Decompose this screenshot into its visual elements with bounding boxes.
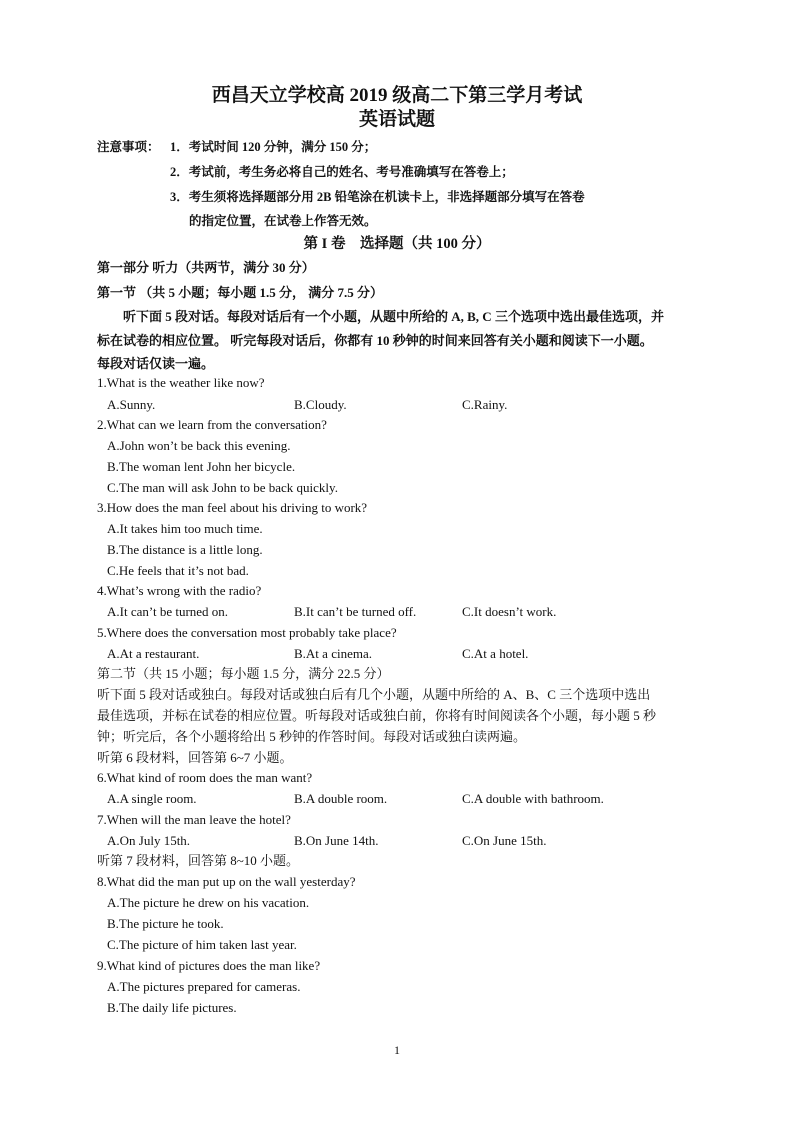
question-stem: 6.What kind of room does the man want? — [97, 770, 313, 785]
option-a: A.It takes him too much time. — [107, 521, 263, 536]
option-b: B.A double room. — [294, 791, 388, 806]
option-c: C.The picture of him taken last year. — [107, 937, 297, 952]
option-b: B.Cloudy. — [294, 397, 347, 412]
note-1: 1．考试时间 120 分钟，满分 150 分； — [170, 140, 377, 154]
option-c: C.On June 15th. — [462, 833, 547, 848]
option-a: A.It can’t be turned on. — [107, 604, 229, 619]
option-b: B.The woman lent John her bicycle. — [107, 459, 296, 474]
option-a: A.John won’t be back this evening. — [107, 438, 291, 453]
sec2-instr-line: 钟；听完后，各个小题将给出 5 秒钟的作答时间。每段对话或独白读两遍。 — [97, 729, 527, 744]
sec2-title: 第二节（共 15 小题；每小题 1.5 分，满分 22.5 分） — [97, 666, 390, 681]
option-b: B.At a cinema. — [294, 646, 372, 661]
option-a: A.The pictures prepared for cameras. — [107, 979, 301, 994]
material-6-heading: 听第 6 段材料，回答第 6~7 小题。 — [97, 750, 293, 765]
notes-label: 注意事项： — [97, 140, 160, 154]
note-3a: 3．考生须将选择题部分用 2B 铅笔涂在机读卡上，非选择题部分填写在答卷 — [170, 190, 585, 204]
sec1-title: 第一节 （共 5 小题；每小题 1.5 分， 满分 7.5 分） — [97, 285, 384, 300]
page-number: 1 — [394, 1043, 400, 1057]
option-c: C.It doesn’t work. — [462, 604, 557, 619]
question-stem: 2.What can we learn from the conversation? — [97, 417, 327, 432]
part1-title: 第一部分 听力（共两节，满分 30 分） — [97, 260, 315, 275]
sec2-instr-line: 最佳选项，并标在试卷的相应位置。听每段对话或独白前，你将有时间阅读各个小题，每小题 5 秒 — [97, 708, 657, 723]
option-a: A.A single room. — [107, 791, 197, 806]
question-stem: 7.When will the man leave the hotel? — [97, 812, 291, 827]
question-stem: 3.How does the man feel about his driving to work? — [97, 500, 368, 515]
option-a: A.The picture he drew on his vacation. — [107, 895, 310, 910]
question-stem: 4.What’s wrong with the radio? — [97, 583, 262, 598]
option-c: C.A double with bathroom. — [462, 791, 604, 806]
material-7-heading: 听第 7 段材料，回答第 8~10 小题。 — [97, 853, 300, 868]
sec1-instr-line: 听下面 5 段对话。每段对话后有一个小题，从题中所给的 A, B, C 三个选项中选出最佳选项，并 — [123, 309, 664, 324]
question-stem: 1.What is the weather like now? — [97, 375, 265, 390]
option-b: B.The daily life pictures. — [107, 1000, 237, 1015]
option-c: C.He feels that it’s not bad. — [107, 563, 249, 578]
sec1-instr-line: 标在试卷的相应位置。 听完每段对话后，你都有 10 秒钟的时间来回答有关小题和阅读下一小题。 — [97, 333, 653, 348]
option-b: B.It can’t be turned off. — [294, 604, 417, 619]
option-a: A.On July 15th. — [107, 833, 191, 848]
option-c: C.At a hotel. — [462, 646, 529, 661]
option-c: C.Rainy. — [462, 397, 508, 412]
option-b: B.The distance is a little long. — [107, 542, 263, 557]
note-3b: 的指定位置，在试卷上作答无效。 — [189, 214, 377, 228]
note-2: 2．考试前，考生务必将自己的姓名、考号准确填写在答卷上； — [170, 165, 514, 179]
option-b: B.The picture he took. — [107, 916, 224, 931]
volume-title: 第 I 卷 选择题（共 100 分） — [303, 236, 491, 252]
exam-title: 西昌天立学校高 2019 级高二下第三学月考试 — [211, 85, 583, 106]
option-b: B.On June 14th. — [294, 833, 379, 848]
exam-subject: 英语试题 — [358, 109, 435, 130]
question-stem: 8.What did the man put up on the wall yesterday? — [97, 874, 356, 889]
sec2-instr-line: 听下面 5 段对话或独白。每段对话或独白后有几个小题，从题中所给的 A、B、C 三个选项中选出 — [97, 687, 651, 702]
option-c: C.The man will ask John to be back quickly. — [107, 480, 338, 495]
option-a: A.At a restaurant. — [107, 646, 200, 661]
option-a: A.Sunny. — [107, 397, 156, 412]
question-stem: 9.What kind of pictures does the man like? — [97, 958, 321, 973]
sec1-instr-line: 每段对话仅读一遍。 — [97, 356, 215, 371]
question-stem: 5.Where does the conversation most probably take place? — [97, 625, 397, 640]
